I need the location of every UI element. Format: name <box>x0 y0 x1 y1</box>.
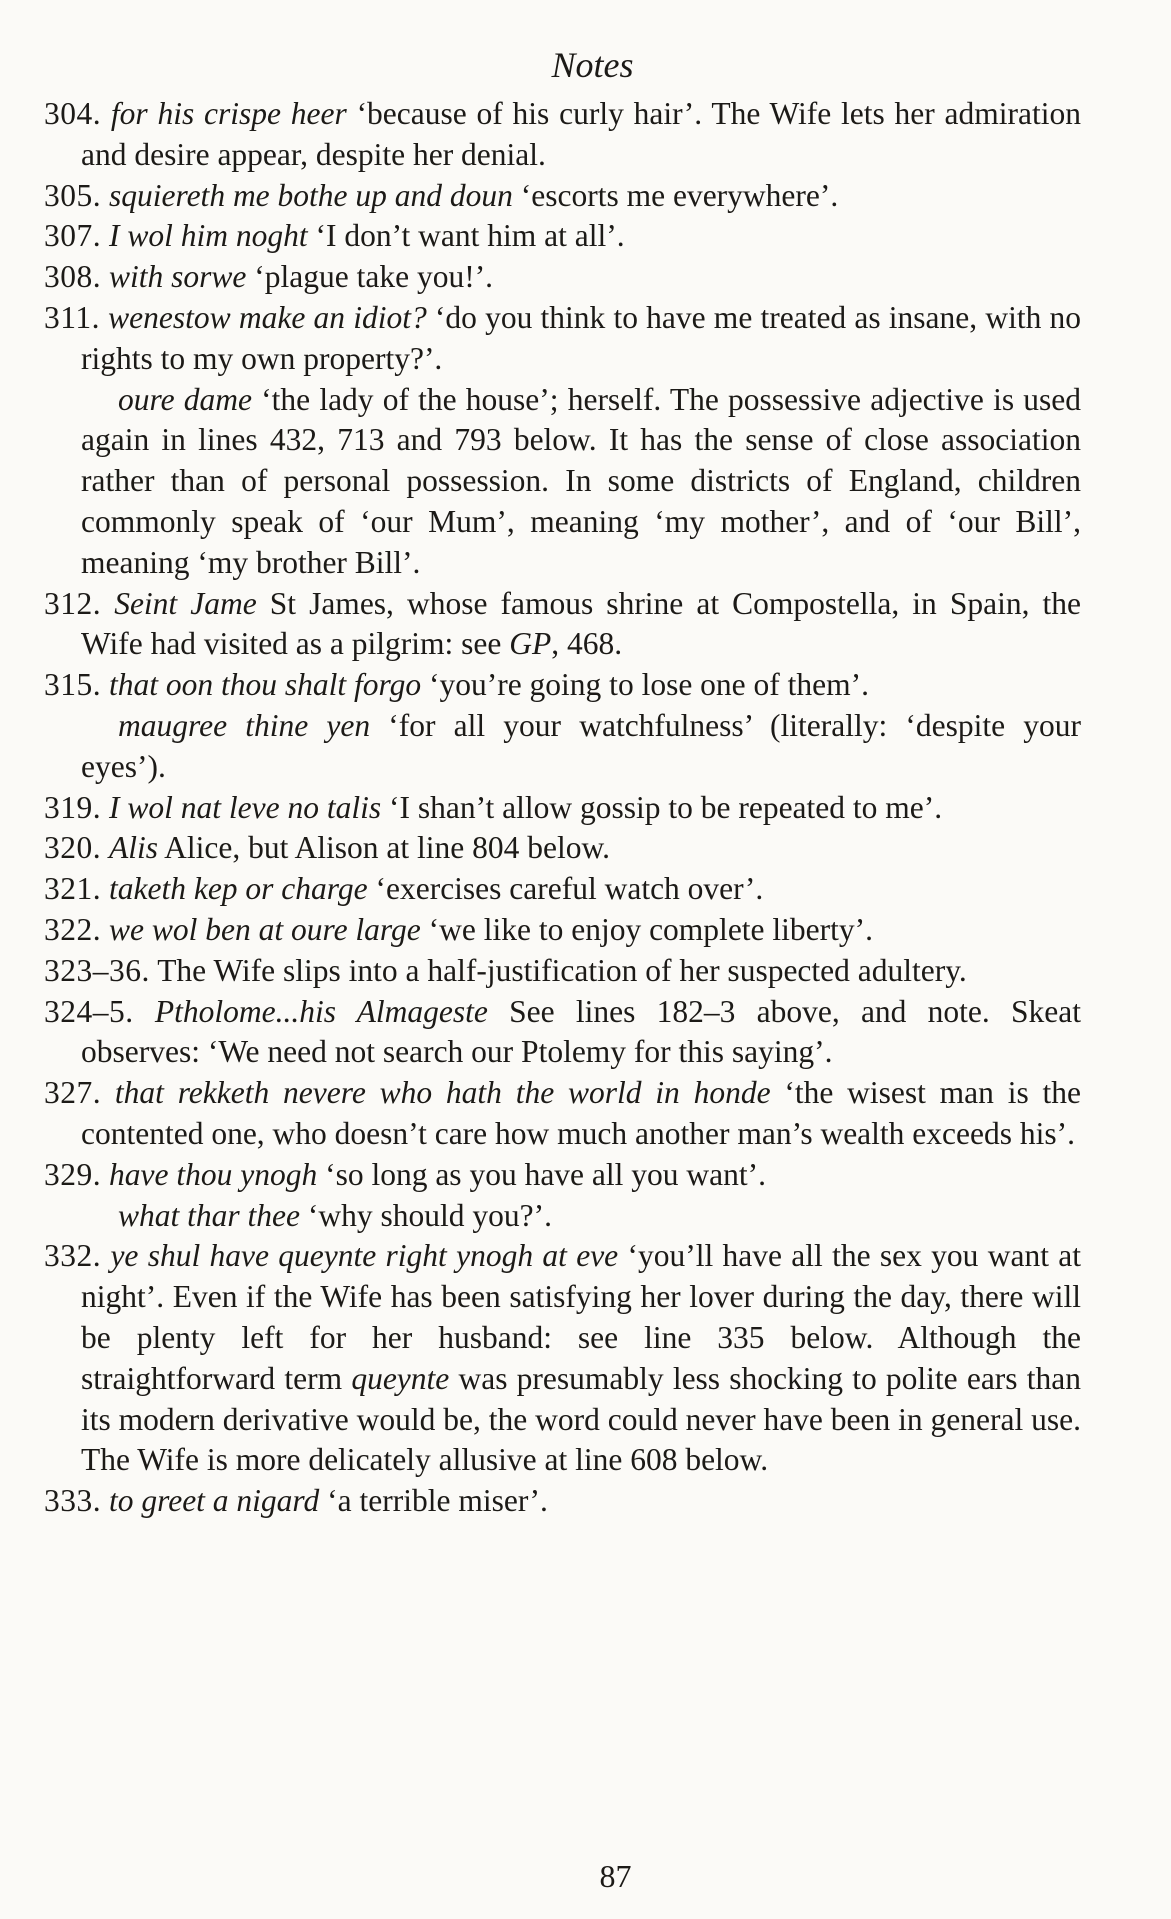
running-head: Notes <box>551 45 634 85</box>
note-entry: 322. we wol ben at oure large ‘we like to enjoy complete liberty’. <box>44 911 873 947</box>
note-entry: 323–36. The Wife slips into a half-justification of her suspected adultery. <box>44 952 967 988</box>
note-entry: 320. Alis Alice, but Alison at line 804 below. <box>44 830 611 866</box>
note-entry: 327. that rekketh nevere who hath the world in honde ‘the wisest man is the contented one, who doesn’t care how much another man’s wealth exceeds his’. <box>44 1075 1081 1151</box>
note-subentry: oure dame ‘the lady of the house’; herself. The possessive adjective is used again in lines 432, 713 and 793 below. It has the sense of close association rather than of personal possession. In some districts of England, children commonly speak of ‘our Mum’, meaning ‘my mother’, and of ‘our Bill’, meaning ‘my brother Bill’. <box>81 381 1081 580</box>
note-entry: 312. Seint Jame St James, whose famous shrine at Compostella, in Spain, the Wife had visited as a pilgrim: see GP, 468. <box>44 585 1082 662</box>
note-entry: 324–5. Ptholome...his Almageste See lines 182–3 above, and note. Skeat observes: ‘We need not search our Ptolemy for this saying’. <box>44 993 1082 1070</box>
page-number: 87 <box>599 1858 632 1894</box>
notes-list <box>44 94 1081 1522</box>
note-entry: 308. with sorwe ‘plague take you!’. <box>44 259 494 295</box>
note-entry: 311. wenestow make an idiot? ‘do you think to have me treated as insane, with no rights to my own property?’. <box>44 299 1082 376</box>
note-subentry: maugree thine yen ‘for all your watchfulness’ (literally: ‘despite your eyes’). <box>81 707 1081 784</box>
note-entry: 319. I wol nat leve no talis ‘I shan’t allow gossip to be repeated to me’. <box>44 789 943 825</box>
note-entry: 332. ye shul have queynte right ynogh at eve ‘you’ll have all the sex you want at night’. Even if the Wife has been satisfying her lover during the day, there will be plenty left for her husband: see line 335 below. Although the straightforward term queynte was presumably less shocking to polite ears than its modern derivative would be, the word could never have been in general use. The Wife is more delicately allusive at line 608 below. <box>44 1238 1082 1478</box>
note-entry: 321. taketh kep or charge ‘exercises careful watch over’. <box>44 871 764 907</box>
note-entry: 333. to greet a nigard ‘a terrible miser’. <box>44 1483 548 1519</box>
note-subentry: what thar thee ‘why should you?’. <box>118 1197 552 1233</box>
note-entry: 315. that oon thou shalt forgo ‘you’re going to lose one of them’. <box>44 667 869 703</box>
note-entry: 305. squiereth me bothe up and doun ‘escorts me everywhere’. <box>44 177 839 213</box>
note-entry: 329. have thou ynogh ‘so long as you have all you want’. <box>44 1156 766 1192</box>
note-entry: 304. for his crispe heer ‘because of his curly hair’. The Wife lets her admiration and desire appear, despite her denial. <box>44 96 1082 172</box>
note-entry: 307. I wol him noght ‘I don’t want him at all’. <box>44 218 625 254</box>
